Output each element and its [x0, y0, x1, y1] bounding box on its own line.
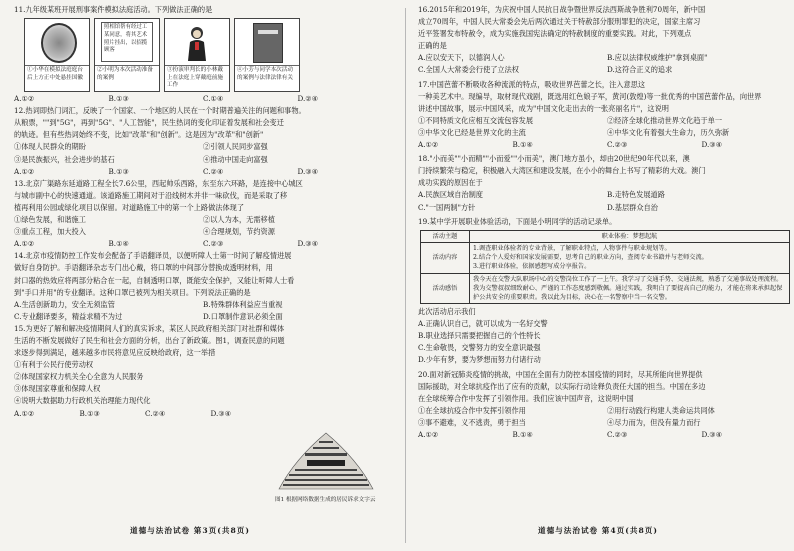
question-19	[418, 216, 794, 367]
q13-choice-2: ②以人为本，无需移植	[203, 215, 275, 225]
q17-choice-4: ④中华文化有着强大生命力，历久弥新	[607, 127, 730, 137]
q15-figure	[275, 429, 379, 504]
reflection-cell: 我今天在交警大队职场中心的交警岗位工作了一上午。我学习了交通手势、交通法规，熟悉了交通事故处理流程。我为交警叔叔细致耐心、严谨的工作态度感到敬佩。通过实践，我明白了要提高自己的能力，才能在将来承担起保护公共安全的重要职责。我以此为目标，决心在一名警察中当一名交警。	[470, 273, 790, 304]
q12-choice-1: ①体现人民群众的期盼	[14, 142, 86, 152]
q18-line-2: 门持续繁荣与稳定，积极融入大湾区和建设发展，在小小的舞台上书写了精彩的大戏。澳门	[418, 166, 706, 176]
q14-line-3: 封口器的热效应将两部分粘合在一起，自制透明口罩，既能安全保护，又能让听障人士看	[14, 275, 295, 285]
q16-line-1: 16.2015年和2019年，为庆祝中国人民抗日战争暨世界反法西斯战争胜利70周年，新中国	[418, 5, 706, 14]
q19-sub: 此次活动启示我们	[418, 307, 476, 317]
q13-option-b: B.①④	[108, 239, 129, 249]
q18-options	[418, 189, 794, 213]
q15-option-a: A.①②	[14, 408, 35, 418]
q20-option-b: B.①④	[512, 430, 533, 440]
q14-choice-b: B.特殊群体利益应当重视	[203, 299, 283, 309]
q14-line-4: 到"手口并用"的专业翻译。这种口罩已被列为相关项目。下列说法正确的是	[14, 287, 251, 297]
table-row	[421, 242, 790, 273]
q15-line-1: 15.为更好了解和解决疫情期间人们的真实诉求，某区人民政府相关部门对社群和媒体	[14, 323, 285, 333]
q14-choice-c: C.专业翻译要多，精益求精不为过	[14, 311, 123, 321]
left-column	[14, 4, 392, 420]
q13-option-d: D.③④	[297, 239, 319, 249]
q20-option-a: A.①②	[418, 430, 439, 440]
q11-options	[14, 93, 392, 105]
table-header-label: 活动主题	[421, 230, 470, 242]
q17-choice-1: ①不同特质文化应相互交流包容发展	[418, 115, 534, 125]
q13-line-3: 植再利用公园或绿化项目以保留。对道路施工中的第一个上路做法体现了	[14, 202, 245, 212]
q13-option-c: C.②③	[203, 239, 224, 249]
q15-figure-caption	[275, 496, 379, 504]
content-item-1: 1.调查职业体验者的专业背景，了解职业特点，人物事件与职业规划等。	[473, 244, 671, 252]
national-emblem-icon	[41, 23, 77, 63]
q17-options	[418, 139, 794, 151]
q14-choices	[14, 299, 392, 323]
q17-choice-2: ②经济全球化推动世界文化趋于单一	[607, 115, 723, 125]
q12-line-1: 12.热词即热门词汇，反映了一个国家、一个地区的人民在一个时期普遍关注的问题和事物。	[14, 106, 306, 116]
table-row	[421, 230, 790, 242]
q15-option-b: B.①③	[79, 408, 100, 418]
question-12	[14, 105, 392, 178]
q11-option-d: D.②④	[297, 94, 319, 104]
q14-choice-d: D.口罩制作意识必须全面	[203, 311, 283, 321]
q11-pic-4	[234, 18, 300, 92]
question-14	[14, 250, 392, 323]
content-cell	[470, 242, 790, 273]
q12-choice-3: ③是民族振兴，社会进步的基石	[14, 154, 115, 164]
q20-line-2: 国际援助，对全球抗疫作出了应有的贡献，以实际行动诠释负责任大国的担当。中国在多边	[418, 381, 706, 391]
q17-line-1: 17.中国芭蕾不断吸收各种流派的特点，吸收世界芭蕾之长，注入意思这	[418, 79, 646, 89]
q17-line-2: 一种美艺术中。现编导，取材现代戏剧，既选用红色娘子军，黄河(敦煌)等一批优秀的中国芭蕾作品，向世界	[418, 91, 762, 101]
q15-figure-title: 图1	[275, 497, 285, 503]
q12-option-b: B.①③	[108, 166, 129, 176]
content-item-3: 3.进行职业体验，依据感想写成分享报告。	[473, 263, 591, 271]
q19-choice-d: D.少年有梦，要为梦想而努力付诸行动	[418, 355, 541, 365]
q15-choice-3: ③体现国家尊重和保障人权	[14, 384, 101, 394]
q20-choice-1: ①在全球抗疫合作中发挥引领作用	[418, 405, 526, 415]
q18-option-c: C."一国两制"方针	[418, 202, 476, 212]
word-cloud-image	[275, 429, 377, 491]
q20-line-1: 20.面对新冠肺炎疫情的挑战，中国在全面有力防控本国疫情的同时，尽其所能向世界提供	[418, 369, 703, 379]
table-header-value: 职业体验：梦想起航	[470, 230, 790, 242]
right-column	[418, 4, 794, 441]
q20-choice-3: ③事不避难，义不逃责，勇于担当	[418, 417, 526, 427]
q15-option-c: C.②④	[145, 408, 166, 418]
q15-figure-caption-text: 根据网络数据生成的居民诉求文字云	[285, 497, 376, 503]
q17-choice-3: ③中华文化已经是世界文化的主流	[418, 127, 526, 137]
q15-line-3: 求逐步得到满足，越来越多市民将意见应反映给政府，这一举措	[14, 348, 216, 358]
q17-choices	[418, 115, 794, 139]
q13-line-2: 与城市副中心的快速通道。该道路施工期间对于沿线树木并非一味砍伐，而是采取了移	[14, 190, 288, 200]
q12-choice-4: ④推动中国走向富强	[203, 154, 268, 164]
q18-option-b: B.走特色发展道路	[607, 190, 665, 200]
q20-options	[418, 429, 794, 441]
q11-option-a: A.①②	[14, 94, 35, 104]
q19-choice-a: A.正确认识自己，就可以成为一名好交警	[418, 319, 548, 329]
q16-line-2: 成立70周年，中国人民大常委会先后两次通过关于特赦部分服刑罪犯的决定，国家主席习	[418, 17, 701, 27]
question-13	[14, 178, 392, 251]
q16-option-a: A.应以安天下，以德润人心	[418, 53, 505, 63]
q11-note-box: 照相馆帮有经过工某同意，将其艺术照片挂出，以招揽顾客	[101, 22, 153, 62]
q14-line-1: 14.北京市疫情防控工作发布会配备了手语翻译员，以便听障人士第一时间了解疫情进展	[14, 251, 292, 261]
q16-line-4: 正确的是	[418, 41, 447, 51]
q11-caption-2: ②小明为本次活动准备的案例	[97, 67, 153, 81]
q12-options	[14, 166, 392, 178]
q18-line-1: 18."小而美""小而精""小而爱""小而美"，澳门地方虽小，却由20世纪90年代以来，澳	[418, 154, 690, 164]
q11-option-b: B.①③	[108, 94, 129, 104]
q11-pic-2	[94, 18, 160, 92]
q13-options	[14, 238, 392, 250]
q16-line-3: 近平签署发布特赦令，成为实施我国宪法确定的特赦制度的重要实践。对此，下列观点	[418, 29, 692, 39]
question-16	[418, 4, 794, 77]
question-20	[418, 369, 794, 442]
q16-options	[418, 52, 794, 76]
q11-stem: 11.九年级某班开展刑事案件模拟法庭活动。下列做法正确的是	[14, 5, 213, 14]
q20-choice-2: ②用行动践行构建人类命运共同体	[607, 405, 715, 415]
q11-option-c: C.①④	[203, 94, 224, 104]
question-18	[418, 153, 794, 213]
page-footer-right: 道德与法治试卷 第4页(共8页)	[538, 526, 658, 535]
q15-options	[14, 408, 276, 420]
activity-record-table	[420, 230, 790, 304]
content-item-2: 2.结合个人爱好和国家发展需要，思考自己的职业方向，查阅专业书籍并与老师交流。	[473, 254, 708, 262]
question-11	[14, 4, 392, 105]
q15-choice-4: ④说明大数据助力行政机关治理能力现代化	[14, 396, 151, 406]
q18-line-3: 成功实践的原因在于	[418, 178, 483, 188]
q20-line-3: 在全球统筹合作中发挥了引领作用。我们应该中国声音，这说明中国	[418, 393, 634, 403]
q11-caption-3: ③扮演审判长的小林戴上在法庭上穿戴庭前施工作	[167, 67, 223, 89]
q15-line-2: 生活的不断发展做好了民生和社会方面的分析，出台了新政策。图1，调查民意的问题	[14, 335, 285, 345]
q20-option-d: D.③④	[701, 430, 723, 440]
column-divider	[405, 8, 406, 543]
q15-option-d: D.③④	[210, 408, 232, 418]
q11-pictures	[24, 18, 392, 92]
q11-pic-1	[24, 18, 90, 92]
page-footer-left: 道德与法治试卷 第3页(共8页)	[130, 526, 250, 535]
judge-figure-icon	[185, 25, 209, 61]
q18-option-d: D.基层群众自治	[607, 202, 658, 212]
reflection-label: 活动感悟	[421, 273, 470, 304]
q12-choice-2: ②引领人民同步富强	[203, 142, 268, 152]
q17-line-3: 讲述中国故事，展示中国风采，成为"中国文化走出去的一张亮丽名片"，这说明	[418, 103, 669, 113]
q12-option-d: D.③④	[297, 166, 319, 176]
table-row	[421, 273, 790, 304]
q17-option-b: B.①④	[512, 140, 533, 150]
q15-choice-1: ①有利于公民行使劳动权	[14, 360, 94, 370]
q15-choice-2: ②体现国家权力机关全心全意为人民服务	[14, 372, 144, 382]
q16-option-b: B.应以法律权威维护"拿到桌面"	[607, 53, 708, 63]
content-label: 活动内容	[421, 242, 470, 273]
q18-option-a: A.民族区域自治制度	[418, 190, 483, 200]
question-17	[418, 79, 794, 152]
q13-choices	[14, 214, 392, 238]
q20-option-c: C.②③	[607, 430, 628, 440]
q12-option-c: C.②④	[203, 166, 224, 176]
law-book-icon	[253, 23, 283, 63]
q13-option-a: A.①②	[14, 239, 35, 249]
q13-choice-3: ③重点工程，加大投入	[14, 227, 86, 237]
q14-line-2: 做好自身防护。手语翻译杂志专门出心戴，将口罩的中间部分替换成透明材料，用	[14, 263, 273, 273]
q16-option-c: C.全国人大常委会行使了立法权	[418, 65, 519, 75]
q11-pic-3	[164, 18, 230, 92]
q12-line-2: 从粮票，""到"5G"，再到"5G"、"人工智能"，民生热词的变化印证着发展和社会变迁	[14, 118, 284, 128]
q11-caption-1: ①小华在模拟法庭庭台后上方正中处悬挂国徽	[27, 67, 83, 81]
q13-line-1: 13.北京广渠路东延道路工程全长7.6公里，西起帅乐西路，东至东六环路，是连接中心城区	[14, 178, 303, 188]
q20-choice-4: ④尽力而为，但没有量力而行	[607, 417, 701, 427]
q19-choice-c: C.生命敬畏，交警努力的安全意识最强	[418, 343, 541, 353]
q13-choice-4: ④合理规划，节约资源	[203, 227, 275, 237]
q12-choices	[14, 141, 392, 165]
q17-option-c: C.②③	[607, 140, 628, 150]
q17-option-a: A.①②	[418, 140, 439, 150]
q20-choices	[418, 405, 794, 429]
q13-choice-1: ①绿色发展，和谐施工	[14, 215, 86, 225]
question-15	[14, 323, 392, 420]
q14-choice-a: A.生活创新助力，安全无须监管	[14, 299, 115, 309]
q11-caption-4: ④小芳与同学本次活动的案例与法律法律有关	[237, 67, 293, 81]
q12-line-3: 的轨迹。但有些热词始终不变，比如"改革"和"创新"。这是因为"改革"和"创新"	[14, 130, 264, 140]
q16-option-d: D.这符合正义的追求	[607, 65, 673, 75]
q19-choice-b: B.职业选择只需要把握自己的个性特长	[418, 331, 541, 341]
q12-option-a: A.①②	[14, 166, 35, 176]
q17-option-d: D.③④	[701, 140, 723, 150]
q19-stem: 19.某中学开展职业体验活动，下面是小明同学的活动记录单。	[418, 216, 617, 226]
